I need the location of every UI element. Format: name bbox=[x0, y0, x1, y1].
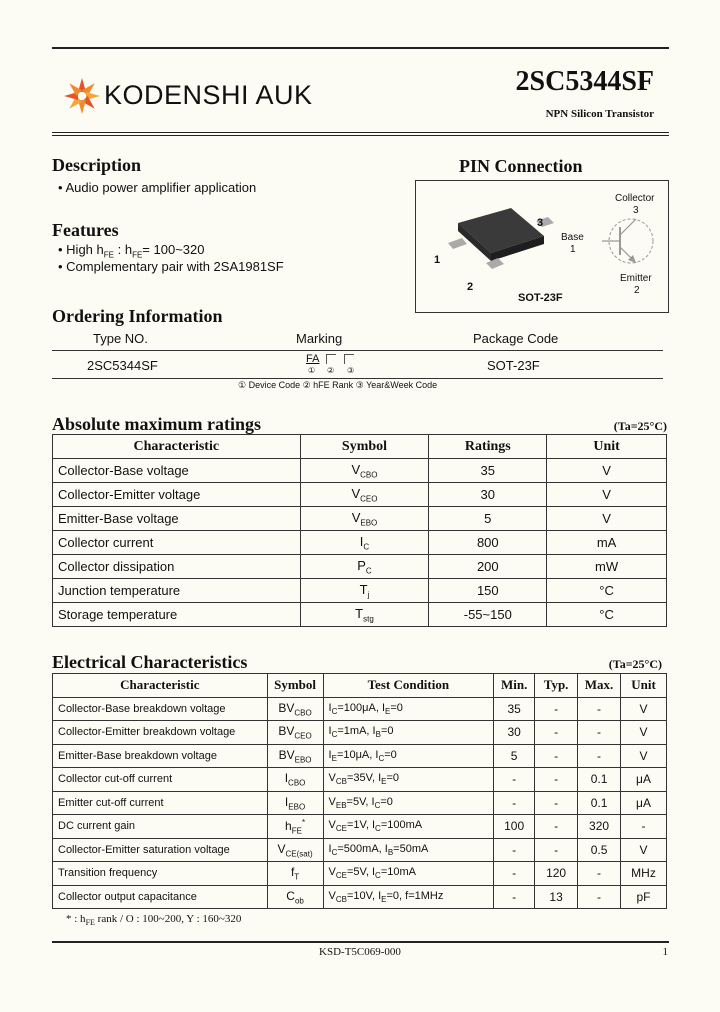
cell-rating: 150 bbox=[429, 579, 547, 603]
cell-characteristic: Collector output capacitance bbox=[53, 885, 268, 909]
cell-test-condition: $I_C=1mA$, $I_B=0$ bbox=[323, 721, 494, 745]
cell-characteristic: Collector dissipation bbox=[53, 555, 301, 579]
emitter-label: Emitter bbox=[620, 273, 652, 284]
cell-min: - bbox=[494, 862, 535, 886]
cell-unit: V bbox=[621, 697, 667, 721]
cell-min: 30 bbox=[494, 721, 535, 745]
cell-characteristic: Collector-Emitter voltage bbox=[53, 483, 301, 507]
top-rule bbox=[52, 47, 669, 49]
cell-max: 0.1 bbox=[578, 791, 621, 815]
cell-min: - bbox=[494, 885, 535, 909]
base-num: 1 bbox=[570, 244, 576, 255]
cell-symbol: $I_{EBO}$ bbox=[267, 791, 323, 815]
base-label: Base bbox=[561, 232, 584, 243]
cell-characteristic: Collector-Base breakdown voltage bbox=[53, 697, 268, 721]
emitter-num: 2 bbox=[634, 285, 640, 296]
abs-max-condition: (Ta=25°C) bbox=[613, 419, 667, 433]
marking-box-3 bbox=[344, 354, 354, 364]
cell-unit: MHz bbox=[621, 862, 667, 886]
cell-max: - bbox=[578, 885, 621, 909]
cell-test-condition: $V_{CE}=1V$, $I_C=100mA$ bbox=[323, 815, 494, 839]
cell-characteristic: Collector-Emitter breakdown voltage bbox=[53, 721, 268, 745]
ordering-rule-2 bbox=[52, 378, 663, 379]
cell-test-condition: $V_{EB}=5V$, $I_C=0$ bbox=[323, 791, 494, 815]
cell-unit: mW bbox=[547, 555, 667, 579]
collector-num: 3 bbox=[633, 205, 639, 216]
cell-max: - bbox=[578, 721, 621, 745]
cell-characteristic: Collector-Emitter saturation voltage bbox=[53, 838, 268, 862]
cell-symbol: $V_{CEO}$ bbox=[300, 483, 429, 507]
cell-characteristic: Transition frequency bbox=[53, 862, 268, 886]
page-number: 1 bbox=[662, 946, 668, 958]
cell-unit: pF bbox=[621, 885, 667, 909]
cell-min: 100 bbox=[494, 815, 535, 839]
ordering-header-type: Type NO. bbox=[93, 331, 148, 346]
cell-unit: V bbox=[547, 483, 667, 507]
cell-unit: °C bbox=[547, 579, 667, 603]
cell-characteristic: Collector cut-off current bbox=[53, 768, 268, 792]
cell-min: - bbox=[494, 768, 535, 792]
table-row bbox=[53, 791, 667, 815]
cell-typ: 13 bbox=[535, 885, 578, 909]
description-item: • Audio power amplifier application bbox=[58, 180, 257, 195]
cell-test-condition: $V_{CE}=5V$, $I_C=10mA$ bbox=[323, 862, 494, 886]
header-rule-2 bbox=[52, 135, 669, 136]
ordering-type-value: 2SC5344SF bbox=[87, 358, 158, 373]
ordering-header-marking: Marking bbox=[296, 331, 343, 346]
cell-symbol: $I_C$ bbox=[300, 531, 429, 555]
col-characteristic: Characteristic bbox=[53, 674, 268, 698]
col-characteristic: Characteristic bbox=[53, 435, 301, 459]
feature-item-hfe: • High $h_{FE}$ : $h_{FE}=$ 100~320 bbox=[58, 242, 205, 260]
cell-test-condition: $V_{CB}=35V$, $I_E=0$ bbox=[323, 768, 494, 792]
pin-heading: PIN Connection bbox=[459, 156, 583, 176]
col-unit: Unit bbox=[621, 674, 667, 698]
table-row bbox=[53, 603, 667, 627]
table-row bbox=[53, 815, 667, 839]
cell-test-condition: $I_E=10\mu A$, $I_C=0$ bbox=[323, 744, 494, 768]
cell-typ: - bbox=[535, 721, 578, 745]
cell-characteristic: DC current gain bbox=[53, 815, 268, 839]
col-unit: Unit bbox=[547, 435, 667, 459]
cell-unit: V bbox=[621, 838, 667, 862]
cell-unit: V bbox=[547, 459, 667, 483]
table-row bbox=[53, 885, 667, 909]
cell-typ: 120 bbox=[535, 862, 578, 886]
marking-num-2: ② bbox=[327, 366, 335, 375]
document-code: KSD-T5C069-000 bbox=[319, 946, 401, 958]
cell-symbol: $T_{stg}$ bbox=[300, 603, 429, 627]
footer-rule bbox=[52, 941, 669, 943]
cell-typ: - bbox=[535, 815, 578, 839]
cell-characteristic: Emitter-Base breakdown voltage bbox=[53, 744, 268, 768]
cell-rating: 35 bbox=[429, 459, 547, 483]
cell-symbol: $BV_{CBO}$ bbox=[267, 697, 323, 721]
pin-label-3: 3 bbox=[537, 217, 544, 229]
cell-min: 35 bbox=[494, 697, 535, 721]
table-row bbox=[53, 507, 667, 531]
cell-symbol: $P_C$ bbox=[300, 555, 429, 579]
features-heading: Features bbox=[52, 220, 119, 240]
cell-unit: V bbox=[547, 507, 667, 531]
cell-max: 320 bbox=[578, 815, 621, 839]
cell-rating: -55~150 bbox=[429, 603, 547, 627]
cell-typ: - bbox=[535, 744, 578, 768]
cell-characteristic: Emitter-Base voltage bbox=[53, 507, 301, 531]
cell-unit: μA bbox=[621, 791, 667, 815]
description-heading: Description bbox=[52, 155, 141, 175]
table-row bbox=[53, 697, 667, 721]
cell-symbol: $V_{CBO}$ bbox=[300, 459, 429, 483]
ordering-package-value: SOT-23F bbox=[487, 358, 540, 373]
cell-test-condition: $I_C=100\mu A$, $I_E=0$ bbox=[323, 697, 494, 721]
ordering-rule-1 bbox=[52, 350, 663, 351]
table-row bbox=[53, 555, 667, 579]
kodenshi-logo-icon bbox=[62, 76, 102, 116]
cell-unit: - bbox=[621, 815, 667, 839]
cell-unit: μA bbox=[621, 768, 667, 792]
marking-code: FA bbox=[306, 353, 320, 365]
col-max: Max. bbox=[578, 674, 621, 698]
electrical-condition: (Ta=25°C) bbox=[608, 657, 662, 671]
cell-symbol: $T_j$ bbox=[300, 579, 429, 603]
cell-unit: mA bbox=[547, 531, 667, 555]
package-name: SOT-23F bbox=[518, 292, 563, 304]
cell-min: - bbox=[494, 791, 535, 815]
cell-test-condition: $I_C=500mA$, $I_B=50mA$ bbox=[323, 838, 494, 862]
cell-unit: V bbox=[621, 744, 667, 768]
feature-item-complementary: • Complementary pair with 2SA1981SF bbox=[58, 259, 284, 274]
abs-max-heading: Absolute maximum ratings bbox=[52, 414, 262, 434]
pin-label-1: 1 bbox=[434, 254, 441, 266]
cell-max: - bbox=[578, 862, 621, 886]
cell-typ: - bbox=[535, 768, 578, 792]
cell-max: - bbox=[578, 744, 621, 768]
cell-characteristic: Emitter cut-off current bbox=[53, 791, 268, 815]
cell-symbol: $f_T$ bbox=[267, 862, 323, 886]
cell-characteristic: Collector-Base voltage bbox=[53, 459, 301, 483]
table-row bbox=[53, 744, 667, 768]
brand-name: KODENSHI AUK bbox=[104, 80, 313, 110]
cell-min: - bbox=[494, 838, 535, 862]
marking-box-2 bbox=[326, 354, 336, 364]
table-row bbox=[53, 721, 667, 745]
table-row bbox=[53, 862, 667, 886]
pin-label-2: 2 bbox=[467, 281, 474, 293]
abs-max-header-row bbox=[53, 435, 667, 459]
col-test-condition: Test Condition bbox=[323, 674, 494, 698]
cell-unit: V bbox=[621, 721, 667, 745]
marking-legend: ① Device Code ② hFE Rank ③ Year&Week Code bbox=[238, 380, 438, 390]
cell-symbol: $V_{CE(sat)}$ bbox=[267, 838, 323, 862]
marking-num-1: ① bbox=[308, 366, 316, 375]
cell-symbol: $I_{CBO}$ bbox=[267, 768, 323, 792]
cell-rating: 30 bbox=[429, 483, 547, 507]
cell-characteristic: Collector current bbox=[53, 531, 301, 555]
table-row bbox=[53, 531, 667, 555]
part-subtitle: NPN Silicon Transistor bbox=[545, 108, 654, 120]
cell-symbol: $BV_{CEO}$ bbox=[267, 721, 323, 745]
header-rule bbox=[52, 132, 669, 133]
table-row bbox=[53, 838, 667, 862]
table-row bbox=[53, 459, 667, 483]
cell-typ: - bbox=[535, 791, 578, 815]
col-symbol: Symbol bbox=[267, 674, 323, 698]
electrical-table bbox=[52, 673, 667, 909]
marking-num-3: ③ bbox=[347, 366, 355, 375]
cell-rating: 800 bbox=[429, 531, 547, 555]
cell-typ: - bbox=[535, 838, 578, 862]
table-row bbox=[53, 483, 667, 507]
cell-max: 0.1 bbox=[578, 768, 621, 792]
electrical-heading: Electrical Characteristics bbox=[52, 652, 248, 672]
cell-symbol: $h_{FE}^*$ bbox=[267, 815, 323, 839]
cell-characteristic: Storage temperature bbox=[53, 603, 301, 627]
collector-label: Collector bbox=[615, 193, 655, 204]
cell-unit: °C bbox=[547, 603, 667, 627]
abs-max-table bbox=[52, 434, 667, 627]
cell-rating: 5 bbox=[429, 507, 547, 531]
ordering-heading: Ordering Information bbox=[52, 306, 223, 326]
col-typ: Typ. bbox=[535, 674, 578, 698]
cell-max: - bbox=[578, 697, 621, 721]
cell-min: 5 bbox=[494, 744, 535, 768]
col-min: Min. bbox=[494, 674, 535, 698]
hfe-rank-footnote: * : $h_{FE}$ rank / O : 100~200, Y : 160~320 bbox=[66, 913, 242, 928]
cell-symbol: $C_{ob}$ bbox=[267, 885, 323, 909]
ordering-header-package: Package Code bbox=[473, 331, 559, 346]
table-row bbox=[53, 579, 667, 603]
cell-max: 0.5 bbox=[578, 838, 621, 862]
table-row bbox=[53, 768, 667, 792]
cell-symbol: $BV_{EBO}$ bbox=[267, 744, 323, 768]
col-ratings: Ratings bbox=[429, 435, 547, 459]
cell-characteristic: Junction temperature bbox=[53, 579, 301, 603]
electrical-header-row bbox=[53, 674, 667, 698]
col-symbol: Symbol bbox=[300, 435, 429, 459]
part-number: 2SC5344SF bbox=[515, 66, 654, 97]
cell-test-condition: $V_{CB}=10V$, $I_E=0$, f=1MHz bbox=[323, 885, 494, 909]
cell-typ: - bbox=[535, 697, 578, 721]
cell-rating: 200 bbox=[429, 555, 547, 579]
cell-symbol: $V_{EBO}$ bbox=[300, 507, 429, 531]
